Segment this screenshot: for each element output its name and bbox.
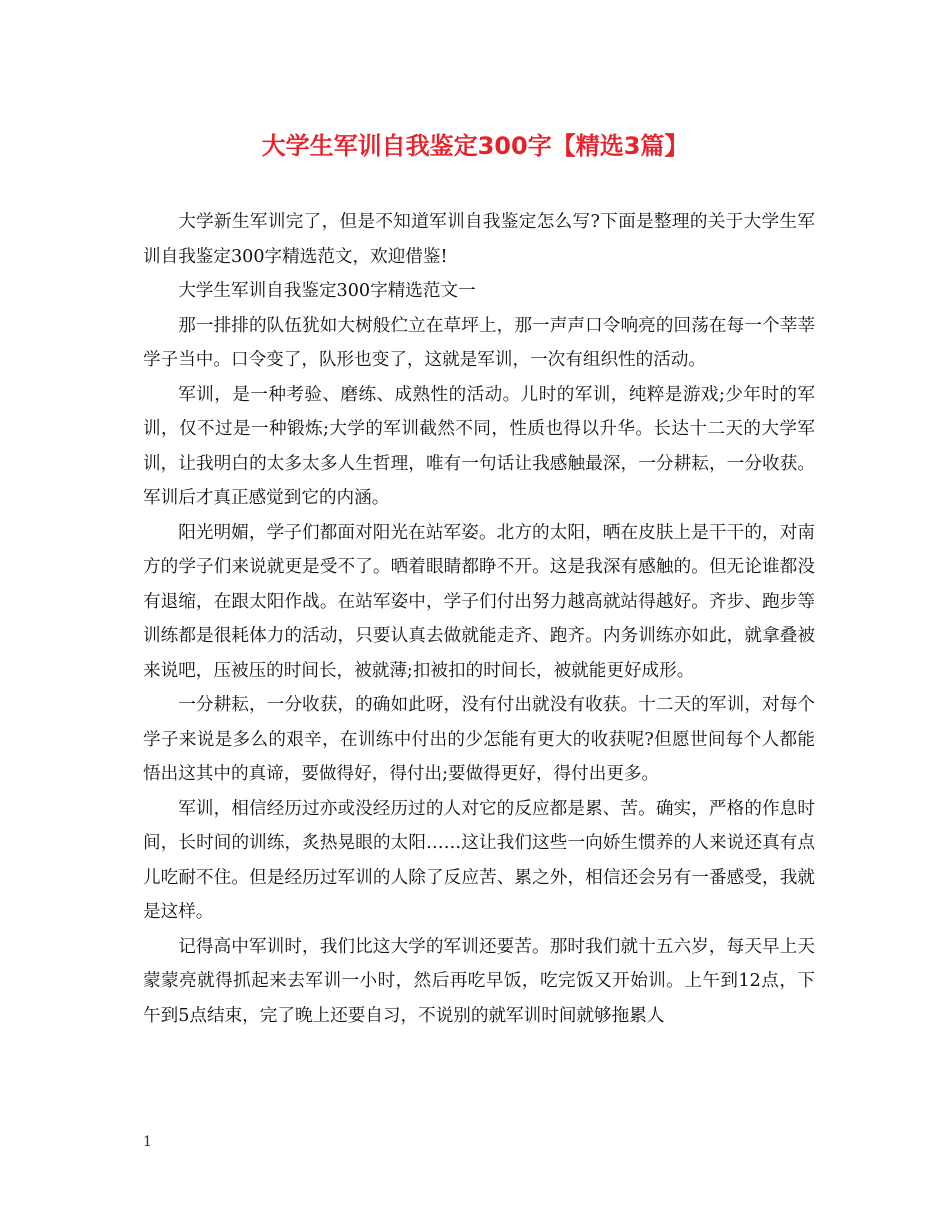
paragraph: 阳光明媚，学子们都面对阳光在站军姿。北方的太阳，晒在皮肤上是干干的，对南方的学子们来说就更是受不了。晒着眼睛都睁不开。这是我深有感触的。但无论谁都没有退缩，在跟太阳作战。在站军姿中，学子们付出努力越高就站得越好。齐步、跑步等训练都是很耗体力的活动，只要认真去做就能走齐、跑齐。内务训练亦如此，就拿叠被来说吧，压被压的时间长，被就薄;扣被扣的时间长，被就能更好成形。 — [143, 522, 815, 681]
paragraph: 军训，相信经历过亦或没经历过的人对它的反应都是累、苦。确实，严格的作息时间，长时间的训练，炙热晃眼的太阳……这让我们这些一向娇生惯养的人来说还真有点儿吃耐不住。但是经历过军训的人除了反应苦、累之外，相信还会另有一番感受，我就是这样。 — [143, 798, 815, 922]
page-number: 1 — [143, 1134, 152, 1150]
section-heading: 大学生军训自我鉴定300字精选范文一 — [178, 281, 476, 301]
document-title: 大学生军训自我鉴定300字【精选3篇】 — [261, 132, 689, 160]
paragraph: 那一排排的队伍犹如大树般伫立在草坪上，那一声声口令响亮的回荡在每一个莘莘学子当中。口令变了，队形也变了，这就是军训，一次有组织性的活动。 — [143, 315, 815, 370]
paragraph: 记得高中军训时，我们比这大学的军训还要苦。那时我们就十五六岁，每天早上天蒙蒙亮就得抓起来去军训一小时，然后再吃早饭，吃完饭又开始训。上午到12点，下午到5点结束，完了晚上还要自习，不说别的就军训时间就够拖累人 — [143, 936, 815, 1026]
paragraph: 一分耕耘，一分收获，的确如此呀，没有付出就没有收获。十二天的军训，对每个学子来说是多么的艰辛，在训练中付出的少怎能有更大的收获呢?但愿世间每个人都能悟出这其中的真谛，要做得好，得付出;要做得更好，得付出更多。 — [143, 695, 815, 784]
paragraph: 军训，是一种考验、磨练、成熟性的活动。儿时的军训，纯粹是游戏;少年时的军训，仅不过是一种锻炼;大学的军训截然不同，性质也得以升华。长达十二天的大学军训，让我明白的太多太多人生哲理，唯有一句话让我感触最深，一分耕耘，一分收获。军训后才真正感觉到它的内涵。 — [143, 384, 815, 508]
document-body — [143, 205, 815, 1033]
paragraph-intro: 大学新生军训完了，但是不知道军训自我鉴定怎么写?下面是整理的关于大学生军训自我鉴定300字精选范文，欢迎借鉴! — [143, 212, 815, 267]
